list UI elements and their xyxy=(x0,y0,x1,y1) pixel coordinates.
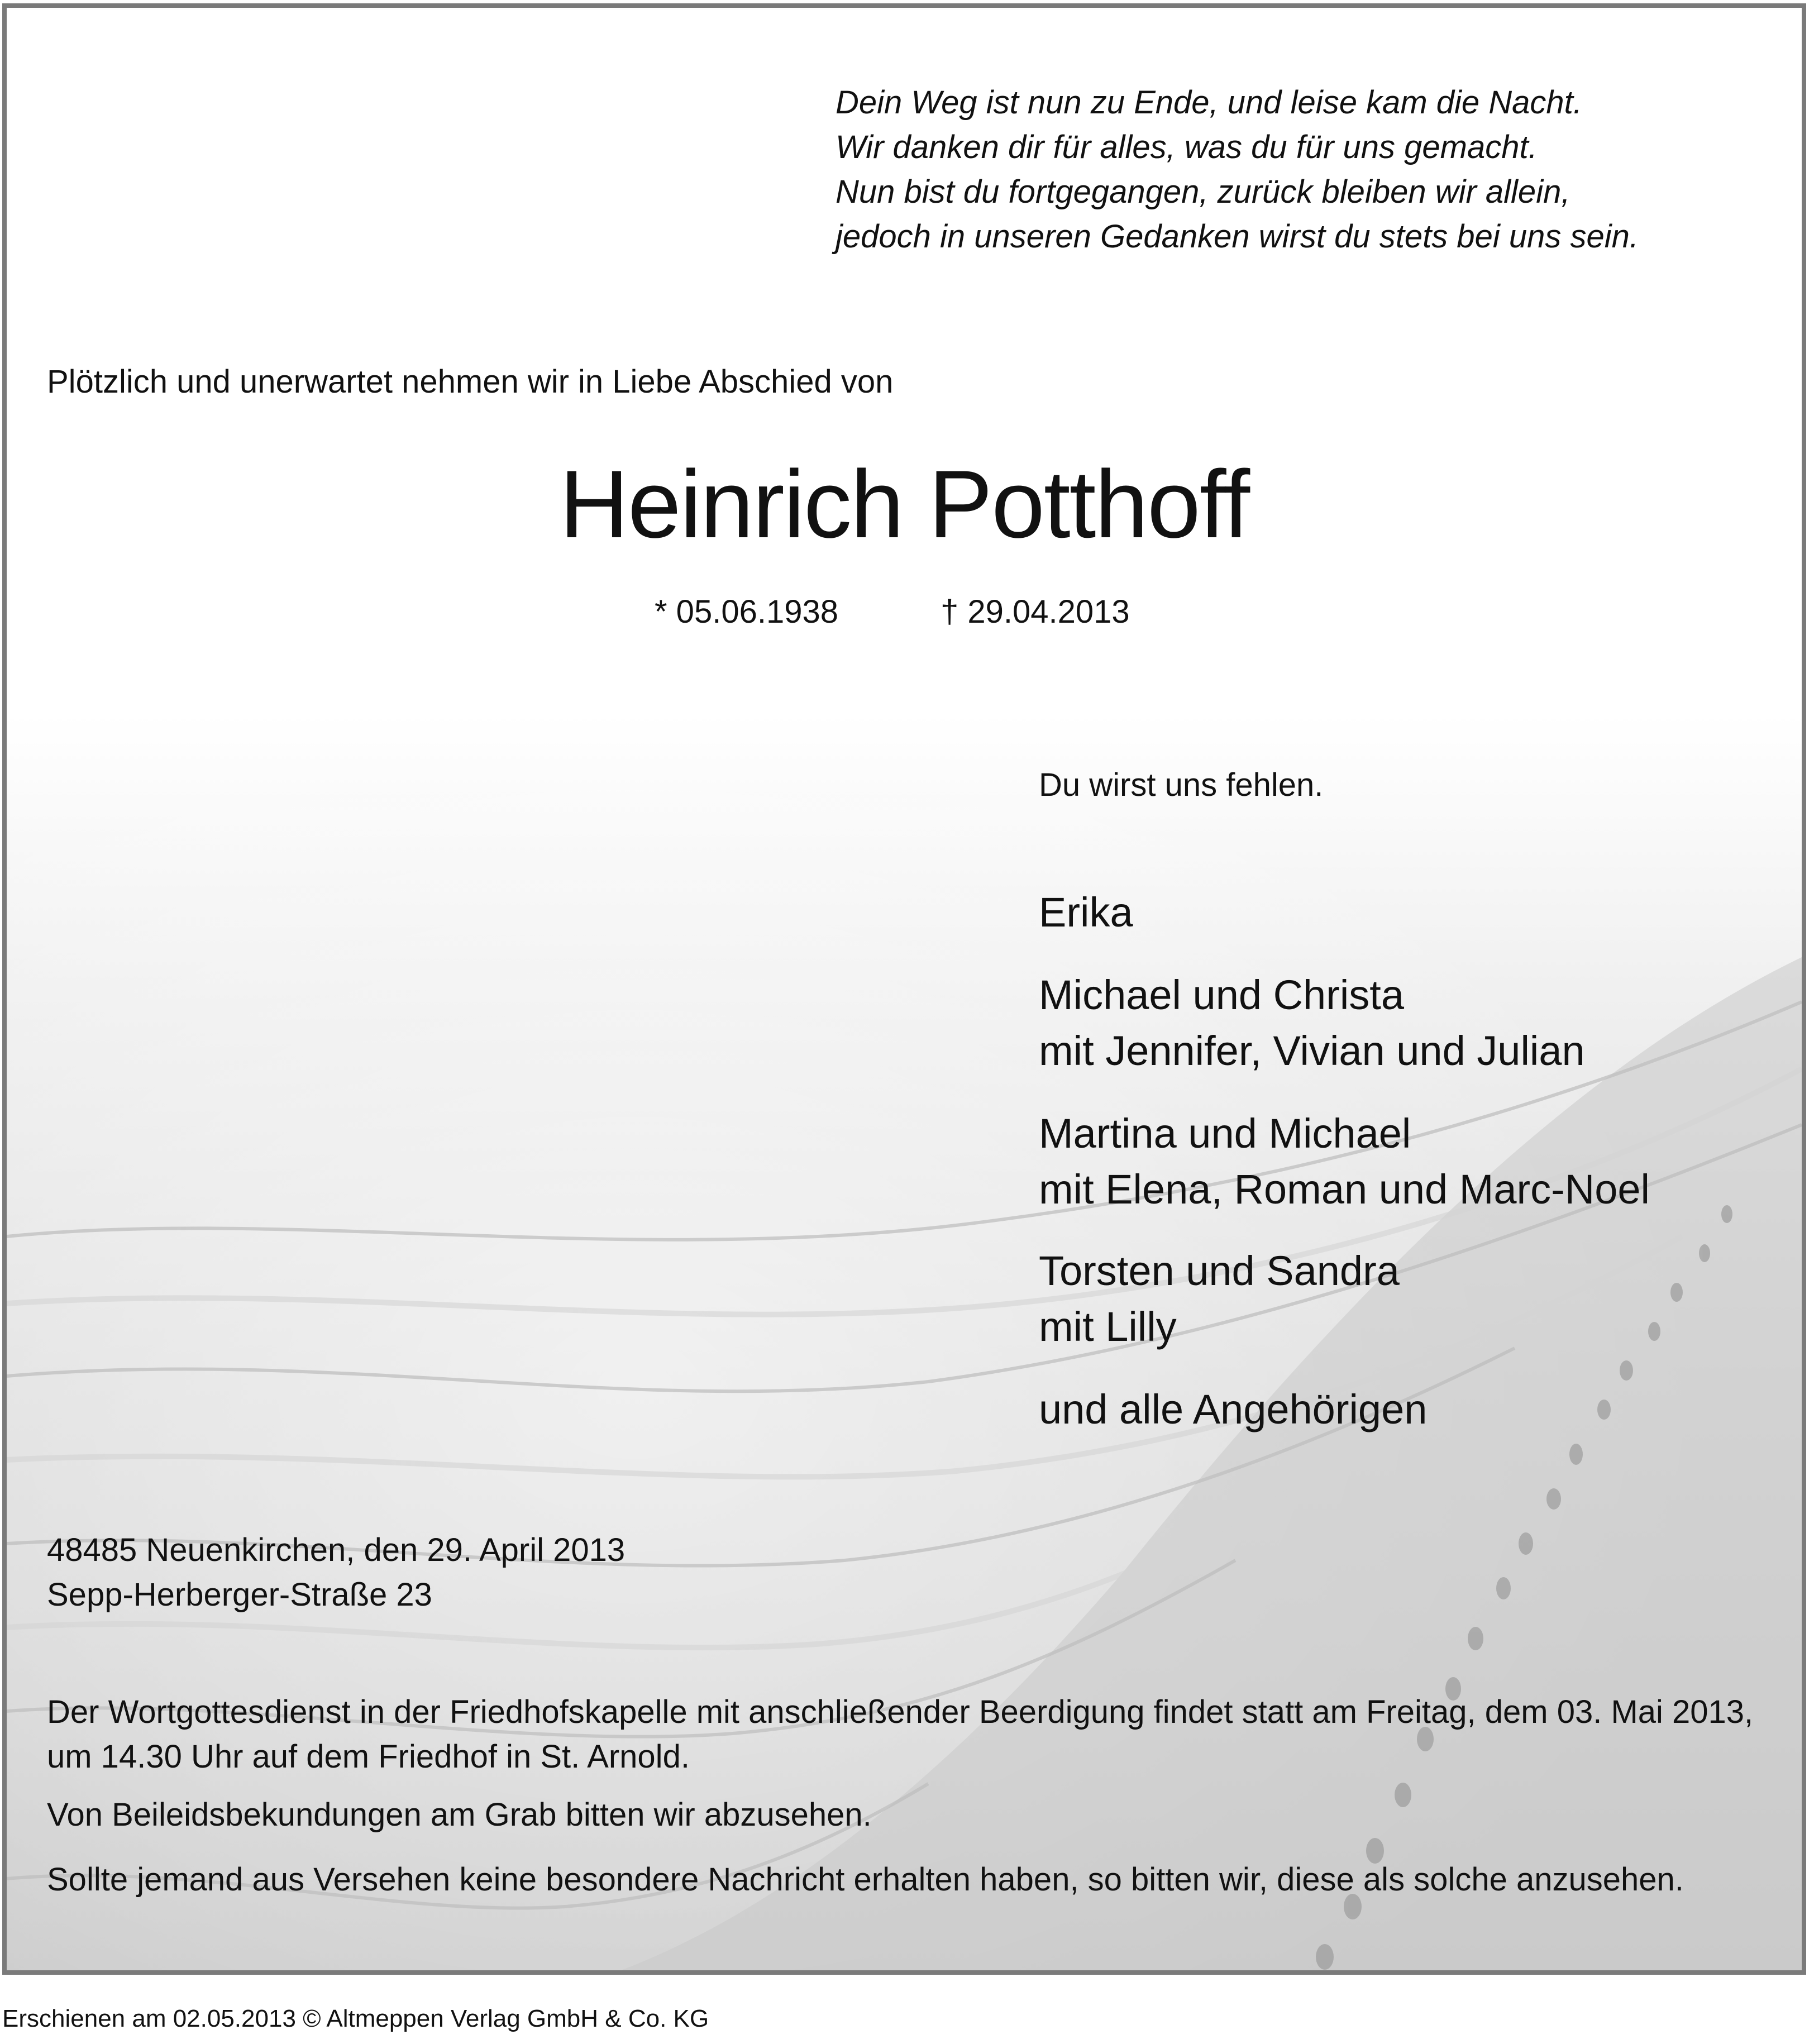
obituary-frame xyxy=(2,3,1806,1975)
death-date: † 29.04.2013 xyxy=(941,594,1130,630)
poem-line: Dein Weg ist nun zu Ende, und leise kam die Nacht. xyxy=(836,84,1582,121)
closing-line: Du wirst uns fehlen. xyxy=(1039,767,1324,803)
service-info: Der Wortgottesdienst in der Friedhofskapelle mit anschließender Beerdigung findet statt am Freitag, dem 03. Mai 2013, um 14.30 Uhr auf dem Friedhof in St. Arnold. xyxy=(47,1694,1754,1775)
family-line: mit Elena, Roman und Marc-Noel xyxy=(1039,1166,1650,1212)
family-line: Martina und Michael xyxy=(1039,1110,1411,1157)
family-group xyxy=(1039,1106,1650,1217)
poem-line: jedoch in unseren Gedanken wirst du stets bei uns sein. xyxy=(836,218,1639,255)
address: Sepp-Herberger-Straße 23 xyxy=(47,1577,432,1613)
family-line: mit Jennifer, Vivian und Julian xyxy=(1039,1028,1585,1074)
publication-footer: Erschienen am 02.05.2013 © Altmeppen Verlag GmbH & Co. KG xyxy=(2,2005,709,2032)
birth-date: * 05.06.1938 xyxy=(655,594,838,630)
family-group xyxy=(1039,967,1585,1079)
poem-line: Wir danken dir für alles, was du für uns gemacht. xyxy=(836,129,1538,165)
notice-text: Sollte jemand aus Versehen keine besondere Nachricht erhalten haben, so bitten wir, diese als solche anzusehen. xyxy=(47,1861,1684,1898)
family-group xyxy=(1039,885,1133,940)
place-date: 48485 Neuenkirchen, den 29. April 2013 xyxy=(47,1532,626,1568)
family-line: mit Lilly xyxy=(1039,1303,1177,1350)
poem xyxy=(836,80,1639,259)
deceased-name: Heinrich Potthoff xyxy=(559,451,1249,558)
family-group xyxy=(1039,1243,1400,1355)
intro-text: Plötzlich und unerwartet nehmen wir in Liebe Abschied von xyxy=(47,364,894,400)
family-group xyxy=(1039,1382,1427,1438)
family-line: Michael und Christa xyxy=(1039,972,1404,1018)
poem-line: Nun bist du fortgegangen, zurück bleiben wir allein, xyxy=(836,174,1570,210)
family-line: Torsten und Sandra xyxy=(1039,1248,1400,1294)
condolence-note: Von Beileidsbekundungen am Grab bitten wir abzusehen. xyxy=(47,1797,872,1833)
place-and-address xyxy=(47,1528,625,1617)
family-line: und alle Angehörigen xyxy=(1039,1386,1428,1432)
family-line: Erika xyxy=(1039,889,1133,935)
